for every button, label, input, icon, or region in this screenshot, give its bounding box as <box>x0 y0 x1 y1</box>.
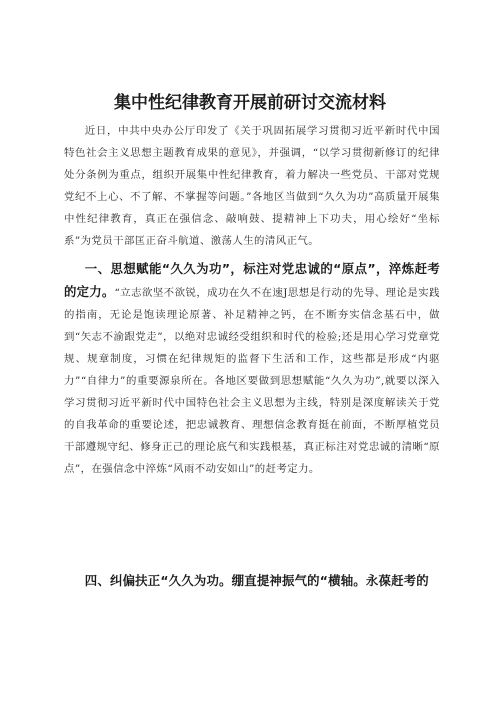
intro-paragraph: 近日，中共中央办公厅印发了《关于巩固拓展学习贯彻习近平新时代中国特色社会主义思想主题教育成果的意见》，并强调，“以学习贯彻新修订的纪律处分条例为重点，组织开展集中性纪律教育，着力解决一些党员、干部对党规党纪不上心、不了解、不掌握等问题。”各地区当做到“久久为功”高质量开展集中性纪律教育，真正在强信念、敲响鼓、提精神上下功夫，用心绘好“坐标系”为党员干部匡正奋斗航道、激荡人生的清风正气。 <box>64 125 440 247</box>
section-1-paragraph <box>64 258 440 480</box>
document-title: 集中性纪律教育开展前研讨交流材料 <box>114 93 386 113</box>
section-1-body: “立志欲坚不欲锐，成功在久不在速J思想是行动的先导、理论是实践的指南，无论是饱读理论原著、补足精神之钙，在不断夯实信念基石中，做到“矢志不渝跟党走”，以绝对忠诚经受组织和时代的检验;还是用心学习党章党规、规章制度，习惯在纪律规矩的监督下生活和工作，这些都是形成“内驱力”“自律力”的重要源泉所在。各地区要做到思想赋能“久久为功”,就要以深入学习贯彻习近平新时代中国特色社会主义思想为主线，特别是深度解读关于党的自我革命的重要论述，把忠诚教育、理想信念教育挺在前面，不断厚植党员干部遵规守纪、修身正己的理论底气和实践根基，真正标注对党忠诚的清晰“原点”，在强信念中淬炼“风雨不动安如山”的赶考定力。 <box>64 287 440 475</box>
section-4-heading: 四、纠偏扶正“久久为功。绷直提神振气的“横轴。永葆赶考的 <box>84 573 429 588</box>
section-4-paragraph <box>64 570 440 593</box>
section-1-heading: 一、思想赋能“久久为功”，标注对党忠诚的“原点”，淬炼赶考的定力。 <box>64 261 440 299</box>
